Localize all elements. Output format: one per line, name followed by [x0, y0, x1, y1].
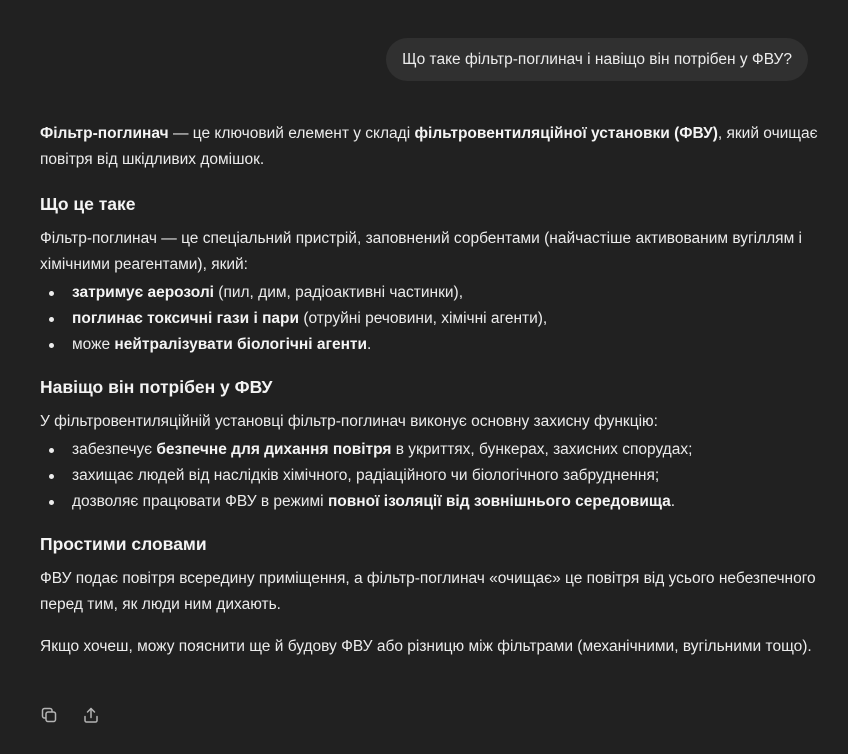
share-button[interactable]	[82, 706, 100, 724]
list-item-bold: затримує аерозолі	[72, 284, 214, 301]
list-item-pre: забезпечує	[72, 441, 157, 458]
list-item-text: в укриттях, бункерах, захисних спорудах;	[391, 441, 693, 458]
assistant-message	[40, 121, 820, 660]
list-item	[40, 306, 820, 332]
heading-in-simple-words: Простими словами	[40, 534, 207, 554]
list-item	[40, 489, 820, 515]
heading-why-needed: Навіщо він потрібен у ФВУ	[40, 377, 273, 397]
message-actions	[40, 706, 100, 724]
intro-term: Фільтр-поглинач	[40, 125, 169, 142]
list-item-pre: дозволяє працювати ФВУ в режимі	[72, 493, 328, 510]
user-message-text: Що таке фільтр-поглинач і навіщо він потрібен у ФВУ?	[402, 51, 792, 68]
section3-paragraph: ФВУ подає повітря всередину приміщення, а фільтр-поглинач «очищає» це повітря від усього небезпечного перед тим, як люди ним дихають.	[40, 570, 816, 613]
section1-list	[40, 280, 820, 358]
list-item-text: .	[670, 493, 676, 510]
list-item-pre: може	[72, 336, 115, 353]
bullet-icon	[49, 500, 54, 505]
list-item-bold: поглинає токсичні гази і пари	[72, 310, 300, 327]
list-item-bold: безпечне для дихання повітря	[156, 441, 392, 458]
intro-text-1: — це ключовий елемент у складі	[168, 125, 415, 142]
bullet-icon	[49, 317, 54, 322]
copy-button[interactable]	[40, 706, 58, 724]
bullet-icon	[49, 474, 54, 479]
list-item-pre: захищає людей від наслідків хімічного, радіаційного чи біологічного забруднення;	[72, 467, 660, 484]
intro-paragraph	[40, 121, 820, 173]
list-item	[40, 280, 820, 306]
list-item-bold: нейтралізувати біологічні агенти	[114, 336, 368, 353]
list-item-text: (пил, дим, радіоактивні частинки),	[213, 284, 464, 301]
section2-list	[40, 437, 820, 515]
heading-what-is-it: Що це таке	[40, 194, 136, 214]
list-item-text: .	[367, 336, 372, 353]
bullet-icon	[49, 291, 54, 296]
share-icon	[82, 706, 100, 724]
list-item	[40, 332, 820, 358]
bullet-icon	[49, 448, 54, 453]
bullet-icon	[49, 343, 54, 348]
section1-paragraph: Фільтр-поглинач — це спеціальний пристрій, заповнений сорбентами (найчастіше активованим вугіллям і хімічними реагентами), який:	[40, 230, 802, 273]
list-item	[40, 463, 820, 489]
user-message-bubble	[386, 38, 808, 81]
list-item-text: (отруйні речовини, хімічні агенти),	[299, 310, 548, 327]
intro-text-2: , який очищає повітря від шкідливих домішок.	[40, 125, 818, 168]
intro-fvu-term: фільтровентиляційної установки (ФВУ)	[414, 125, 718, 142]
followup-paragraph: Якщо хочеш, можу пояснити ще й будову ФВУ або різницю між фільтрами (механічними, вугільними тощо).	[40, 638, 812, 655]
list-item	[40, 437, 820, 463]
section2-paragraph: У фільтровентиляційній установці фільтр-поглинач виконує основну захисну функцію:	[40, 413, 658, 430]
list-item-bold: повної ізоляції від зовнішнього середовища	[327, 493, 671, 510]
copy-icon	[40, 706, 58, 724]
